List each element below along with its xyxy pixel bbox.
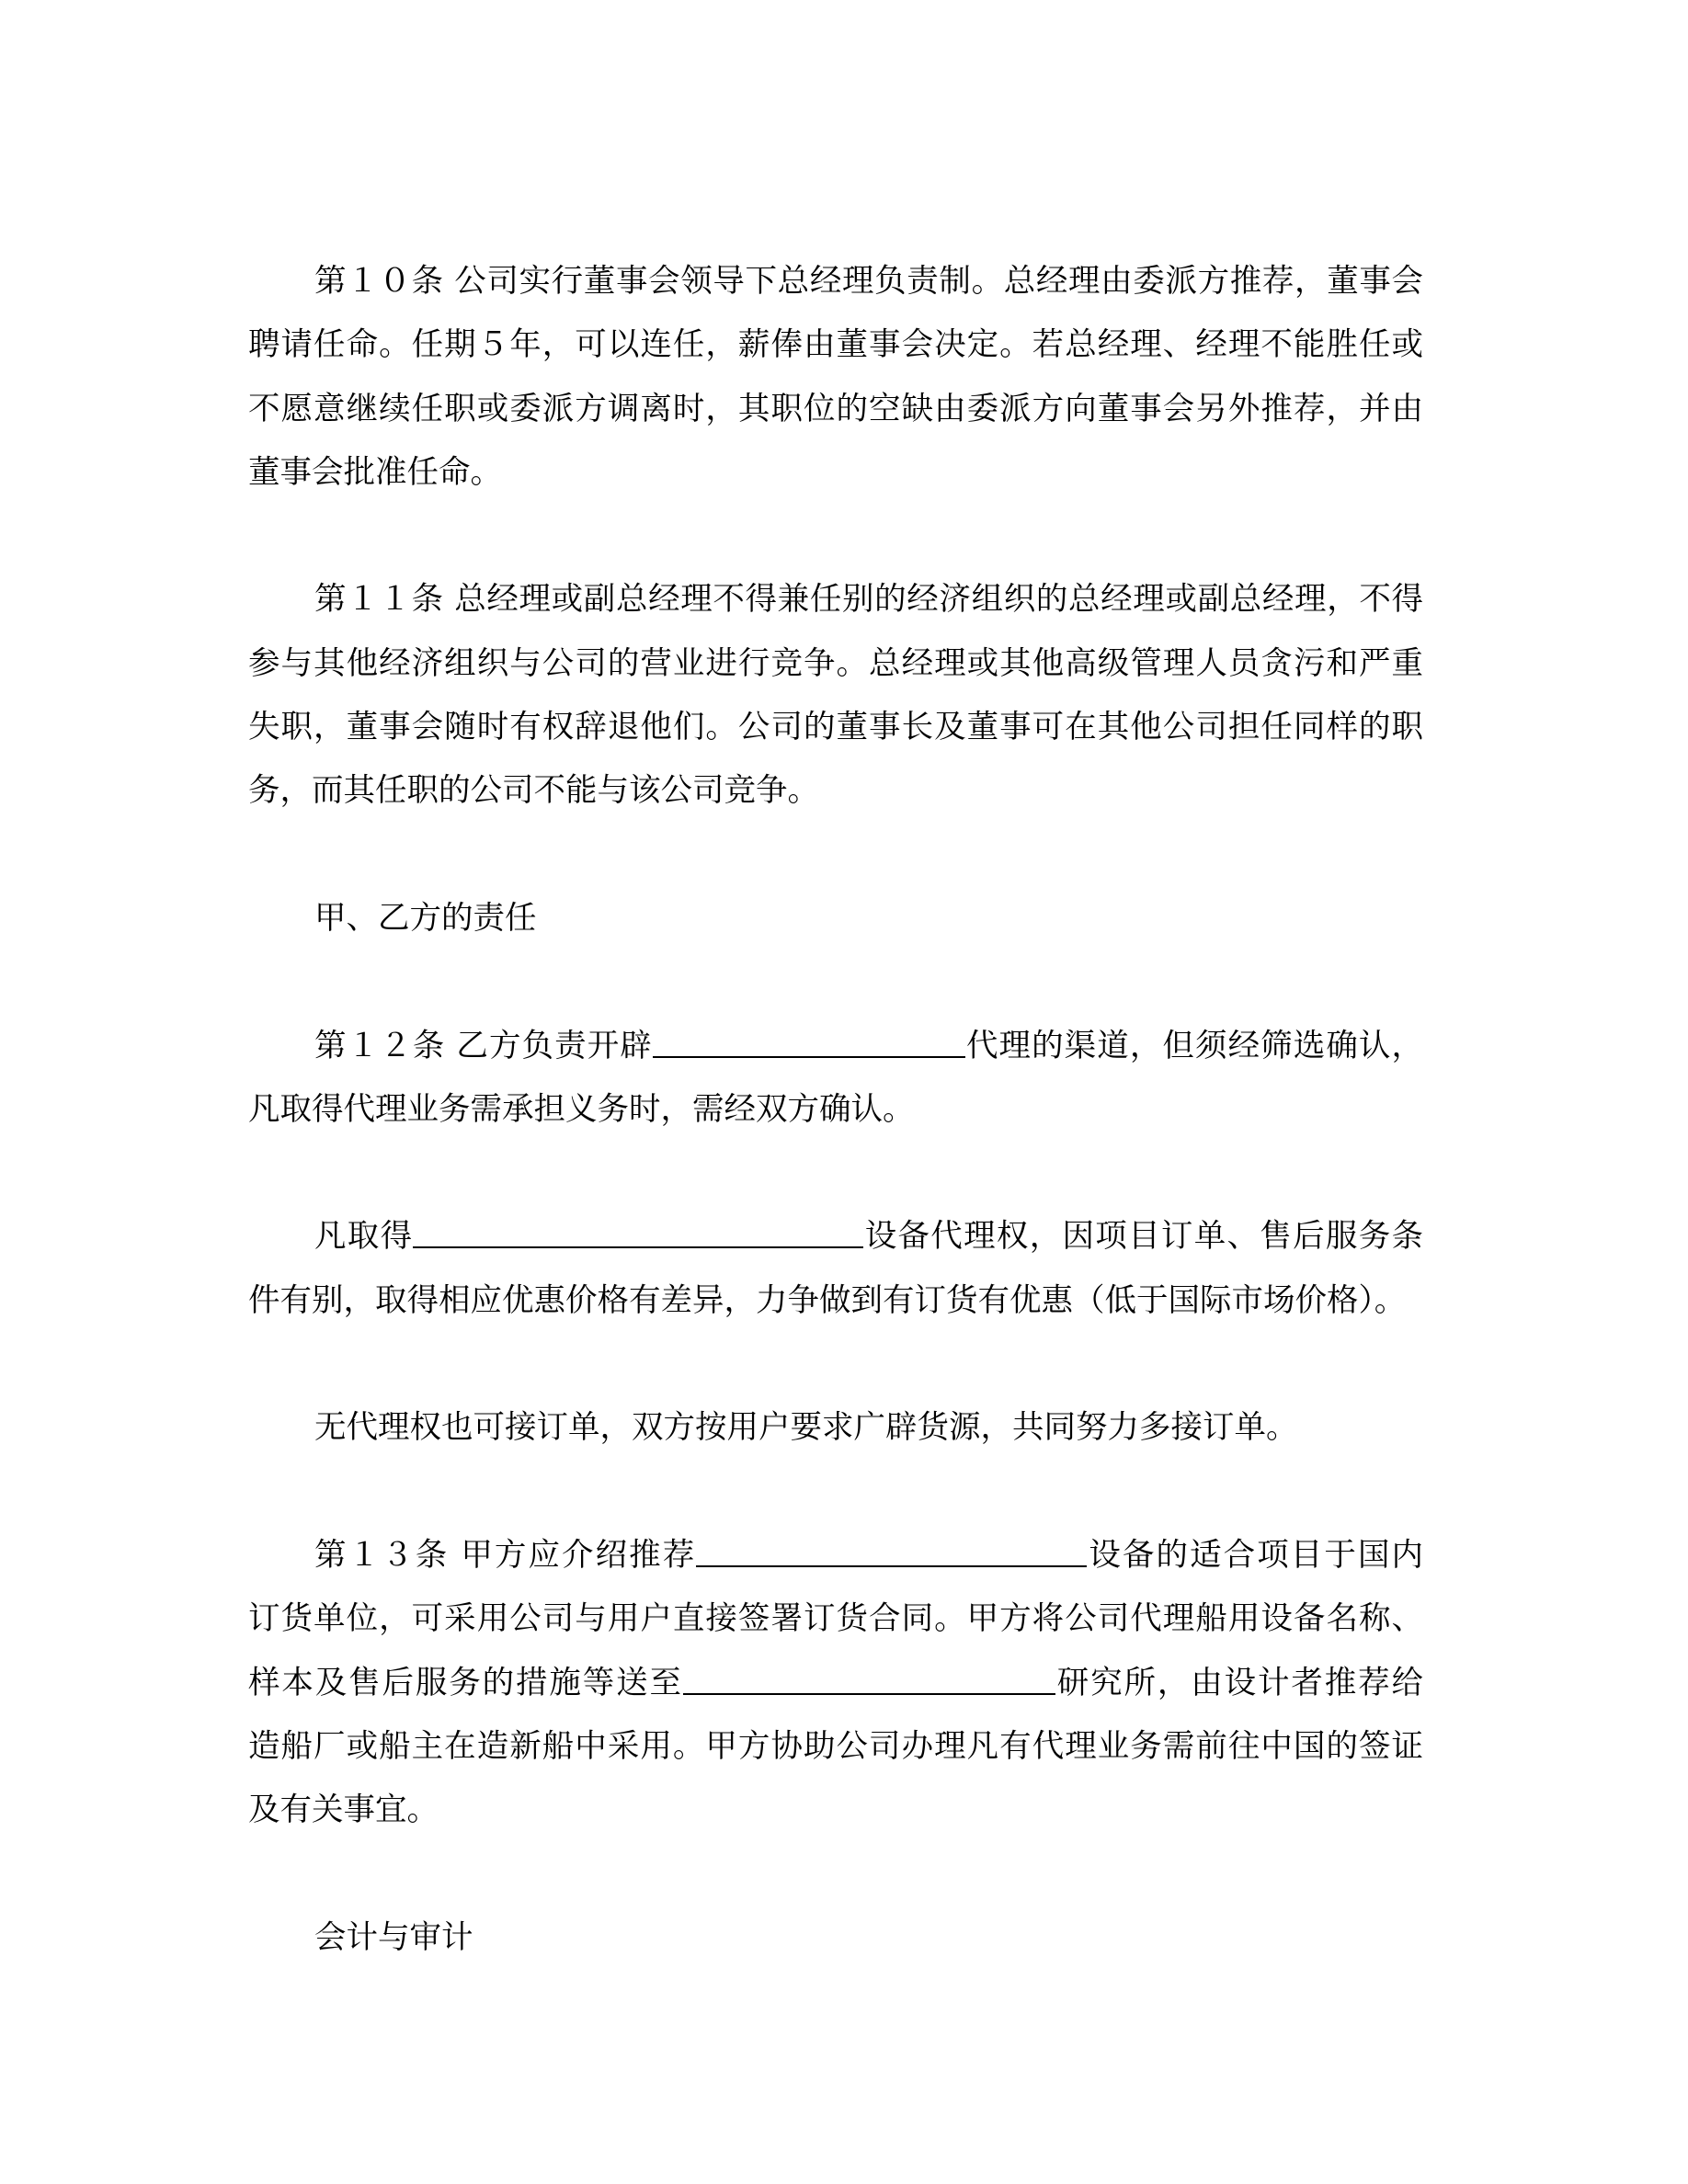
article-11-paragraph: [248, 568, 1423, 823]
line-text: 代理的渠道，但须经筛选确认，: [964, 1027, 1423, 1064]
fill-in-blank: [653, 1056, 965, 1058]
paragraph-line: 无代理权也可接订单，双方按用户要求广辟货源，共同努力多接订单。: [314, 1409, 1298, 1447]
line-text: 第１２条 乙方负责开辟: [314, 1027, 653, 1064]
paragraph-line: 造船厂或船主在造新船中采用。甲方协助公司办理凡有代理业务需前往中国的签证: [248, 1727, 1423, 1765]
paragraph-line: 件有别，取得相应优惠价格有差异，力争做到有订货有优惠（低于国际市场价格）。: [248, 1281, 1407, 1319]
article-12-paragraph: [248, 1015, 1423, 1143]
section-heading: 甲、乙方的责任: [314, 899, 537, 937]
article-10-paragraph: [248, 250, 1423, 505]
line-text: 设备代理权，因项目订单、售后服务条: [863, 1218, 1423, 1256]
paragraph-line: [248, 1524, 1423, 1587]
paragraph-line: 聘请任命。任期５年，可以连任，薪俸由董事会决定。若总经理、经理不能胜任或: [248, 326, 1423, 364]
no-agency-orders-paragraph: [248, 1396, 1423, 1460]
article-13-paragraph: [248, 1524, 1423, 1842]
paragraph-line: [248, 1015, 1423, 1078]
section-heading-responsibilities: [248, 887, 1423, 950]
paragraph-line: 董事会批准任命。: [248, 453, 502, 491]
section-heading-accounting: [248, 1906, 1423, 1970]
paragraph-line: 凡取得代理业务需承担义务时，需经双方确认。: [248, 1090, 915, 1128]
line-text: 凡取得: [314, 1218, 414, 1256]
section-heading: 会计与审计: [314, 1918, 473, 1956]
line-text: 样本及售后服务的措施等送至: [248, 1664, 683, 1701]
fill-in-blank: [683, 1693, 1055, 1695]
paragraph-line: 失职，董事会随时有权辞退他们。公司的董事长及董事可在其他公司担任同样的职: [248, 709, 1423, 746]
document-body: [248, 250, 1423, 2033]
fill-in-blank: [413, 1246, 863, 1248]
fill-in-blank: [696, 1565, 1087, 1567]
paragraph-line: 第１０条 公司实行董事会领导下总经理负责制。总经理由委派方推荐，董事会: [314, 263, 1423, 300]
line-text: 设备的适合项目于国内: [1087, 1536, 1423, 1574]
paragraph-line: [248, 1205, 1423, 1268]
paragraph-line: 第１１条 总经理或副总经理不得兼任别的经济组织的总经理或副总经理，不得: [314, 581, 1423, 619]
line-text: 第１３条 甲方应介绍推荐: [314, 1536, 697, 1574]
line-text: 研究所，由设计者推荐给: [1055, 1664, 1423, 1701]
paragraph-line: 不愿意继续任职或委派方调离时，其职位的空缺由委派方向董事会另外推荐，并由: [248, 390, 1423, 427]
paragraph-line: 参与其他经济组织与公司的营业进行竞争。总经理或其他高级管理人员贪污和严重: [248, 644, 1423, 682]
paragraph-line: 务，而其任职的公司不能与该公司竞争。: [248, 772, 819, 810]
paragraph-line: 及有关事宜。: [248, 1792, 439, 1829]
paragraph-line: [248, 1652, 1423, 1715]
equipment-agency-paragraph: [248, 1205, 1423, 1333]
paragraph-line: 订货单位，可采用公司与用户直接签署订货合同。甲方将公司代理船用设备名称、: [248, 1600, 1423, 1638]
